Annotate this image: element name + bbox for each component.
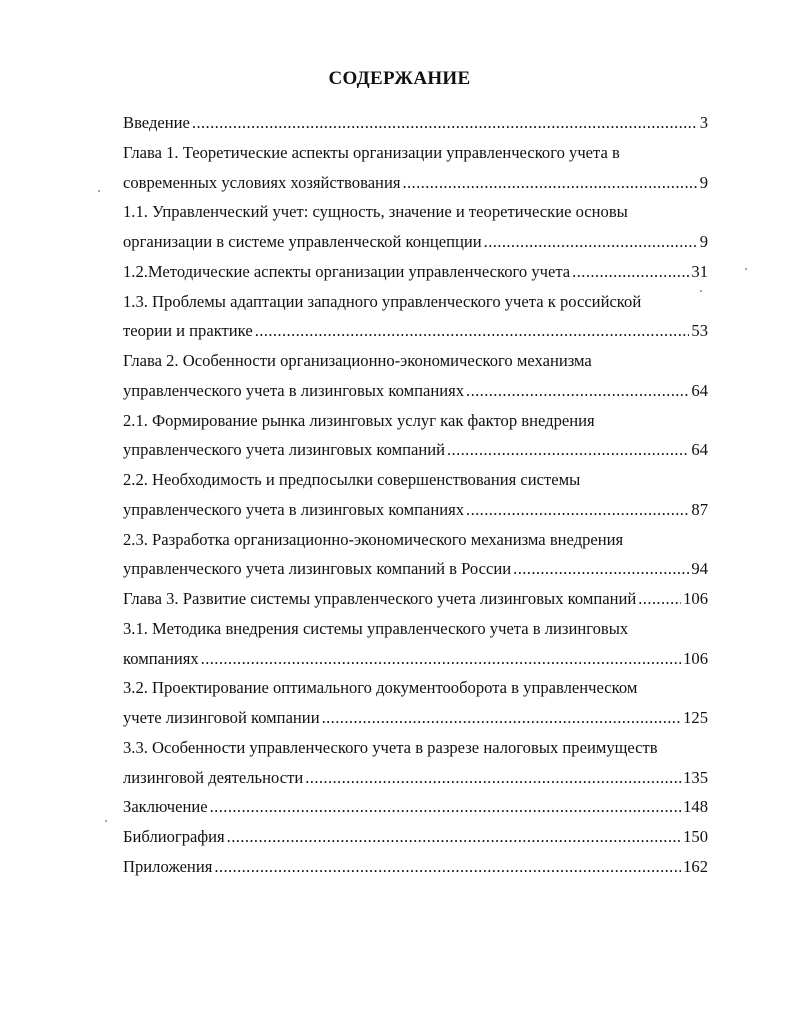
toc-entry-line — [123, 138, 708, 168]
toc-entry-text: теории и практике — [123, 321, 253, 341]
toc-page-number: 125 — [683, 708, 708, 727]
toc-entry-last-line — [123, 822, 708, 852]
toc-entry-text: Глава 1. Теоретические аспекты организации управленческого учета в — [123, 142, 620, 162]
toc-page-number: 31 — [691, 261, 708, 281]
toc-entry-text: Глава 3. Развитие системы управленческого учета лизинговых компаний — [123, 589, 637, 608]
toc-entry-text: лизинговой деятельности — [123, 767, 304, 787]
toc-entry — [123, 287, 708, 347]
scan-speck — [700, 290, 702, 292]
toc-entry — [123, 108, 708, 138]
toc-page-number: 94 — [691, 559, 708, 579]
toc-entry-text: компаниях — [123, 648, 199, 668]
toc-entry — [123, 792, 708, 822]
dot-leader — [214, 852, 681, 882]
toc-entry-text: управленческого учета лизинговых компаний в России — [123, 559, 512, 579]
toc-entry-text: 1.1. Управленческий учет: сущность, значение и теоретические основы — [123, 202, 628, 222]
toc-entry — [123, 465, 708, 525]
toc-page-number: 64 — [691, 440, 708, 460]
toc-entry-text: 1.2.Методические аспекты организации управленческого учета — [123, 261, 571, 281]
toc-entry-line — [123, 465, 708, 495]
dot-leader — [227, 822, 681, 852]
toc-entry-last-line — [123, 792, 708, 822]
toc-entry-text: Библиография — [123, 827, 225, 846]
toc-entry-line — [123, 673, 708, 703]
scan-speck — [98, 190, 100, 192]
dot-leader — [466, 495, 689, 525]
dot-leader — [447, 435, 689, 465]
dot-leader — [210, 792, 681, 822]
toc-entry-last-line — [123, 316, 708, 346]
toc-entry — [123, 138, 708, 198]
dot-leader — [402, 168, 697, 198]
toc-entry — [123, 673, 708, 733]
toc-page-number: 162 — [683, 856, 708, 876]
toc-entry — [123, 406, 708, 466]
toc-entry — [123, 197, 708, 257]
toc-entry-last-line — [123, 852, 708, 882]
toc-entry-last-line — [123, 227, 708, 257]
toc-entry-last-line — [123, 108, 708, 138]
scan-speck — [105, 820, 107, 822]
toc-entry-line — [123, 197, 708, 227]
toc-entry-line — [123, 287, 708, 317]
toc-entry — [123, 584, 708, 614]
toc-page-number: 64 — [691, 380, 708, 400]
toc-page-number: 53 — [691, 321, 708, 341]
dot-leader — [513, 554, 689, 584]
dot-leader — [192, 108, 698, 138]
scan-speck — [745, 268, 747, 270]
toc-entry-line — [123, 406, 708, 436]
toc-entry-text: организации в системе управленческой концепции — [123, 232, 482, 251]
dot-leader — [305, 763, 681, 793]
toc-entry-last-line — [123, 644, 708, 674]
toc-entry-text: 3.2. Проектирование оптимального документооборота в управленческом — [123, 678, 638, 698]
toc-page-number: 9 — [699, 172, 708, 192]
toc-entry-last-line — [123, 495, 708, 525]
page-title: СОДЕРЖАНИЕ — [328, 68, 471, 89]
toc-entry-last-line — [123, 554, 708, 584]
toc-entry-last-line — [123, 435, 708, 465]
toc-entry-text: 2.1. Формирование рынка лизинговых услуг как фактор внедрения — [123, 410, 595, 430]
dot-leader — [322, 703, 682, 733]
dot-leader — [201, 644, 681, 674]
toc-entry-text: управленческого учета лизинговых компаний — [123, 440, 445, 460]
toc-entry — [123, 614, 708, 674]
toc-entry-text: Заключение — [123, 797, 208, 817]
toc-entry-last-line — [123, 763, 708, 793]
toc-entry — [123, 852, 708, 882]
dot-leader — [572, 257, 689, 287]
toc-page-number: 148 — [683, 797, 708, 817]
toc-entry — [123, 822, 708, 852]
toc-entry-text: управленческого учета в лизинговых компаниях — [123, 380, 465, 400]
toc-entry-text: учете лизинговой компании — [123, 708, 320, 727]
toc-page-number: 9 — [699, 232, 708, 251]
table-of-contents — [123, 108, 708, 882]
toc-page-number: 106 — [683, 648, 708, 668]
toc-entry-last-line — [123, 257, 708, 287]
toc-entry — [123, 525, 708, 585]
toc-entry-last-line — [123, 584, 708, 614]
toc-entry-text: 2.2. Необходимость и предпосылки совершенствования системы — [123, 470, 581, 489]
toc-entry-text: современных условиях хозяйствования — [123, 172, 401, 192]
toc-entry-text: 1.3. Проблемы адаптации западного управленческого учета к российской — [123, 291, 642, 311]
toc-entry-text: Глава 2. Особенности организационно-экономического механизма — [123, 351, 592, 370]
toc-page-number: 3 — [699, 113, 708, 132]
toc-page-number: 87 — [691, 499, 708, 519]
toc-entry-text: Приложения — [123, 856, 213, 876]
toc-entry — [123, 346, 708, 406]
toc-entry-line — [123, 346, 708, 376]
toc-entry-text: управленческого учета в лизинговых компаниях — [123, 499, 465, 519]
toc-entry — [123, 257, 708, 287]
toc-page-number: 150 — [683, 827, 708, 846]
toc-page-number: 106 — [683, 589, 708, 608]
toc-entry-line — [123, 525, 708, 555]
toc-entry — [123, 733, 708, 793]
toc-entry-line — [123, 614, 708, 644]
toc-entry-last-line — [123, 168, 708, 198]
toc-entry-last-line — [123, 703, 708, 733]
dot-leader — [466, 376, 689, 406]
dot-leader — [638, 584, 681, 614]
dot-leader — [255, 316, 690, 346]
dot-leader — [484, 227, 698, 257]
toc-entry-line — [123, 733, 708, 763]
toc-entry-text: Введение — [123, 113, 190, 132]
toc-entry-text: 2.3. Разработка организационно-экономического механизма внедрения — [123, 529, 624, 549]
toc-entry-text: 3.1. Методика внедрения системы управленческого учета в лизинговых — [123, 618, 629, 638]
toc-page-number: 135 — [683, 767, 708, 787]
toc-entry-last-line — [123, 376, 708, 406]
toc-entry-text: 3.3. Особенности управленческого учета в разрезе налоговых преимуществ — [123, 737, 658, 757]
